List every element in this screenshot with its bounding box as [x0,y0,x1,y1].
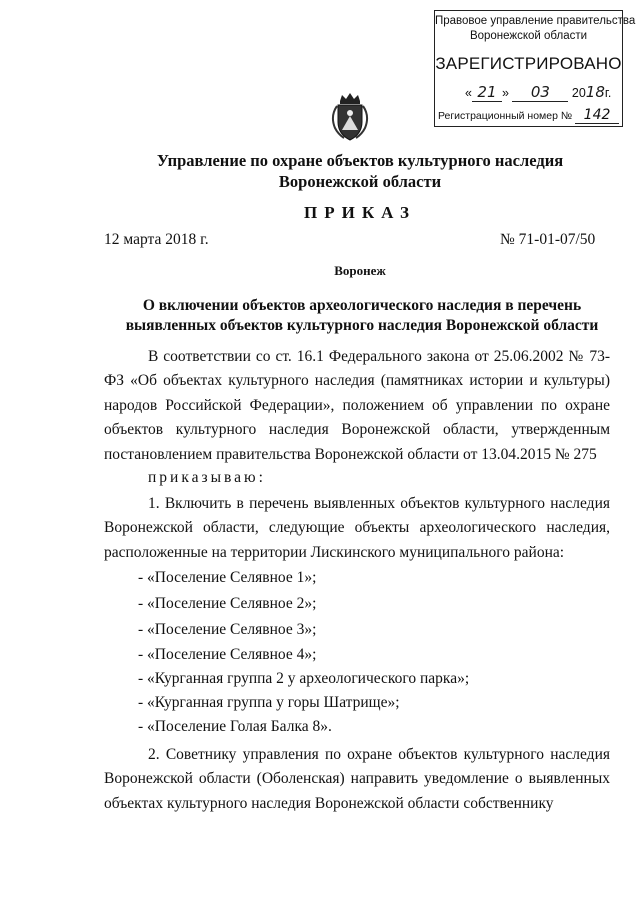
stamp-authority-line1: Правовое управление правительства [435,15,636,27]
stamp-reg-label: Регистрационный номер № [437,110,573,122]
stamp-registration [435,107,622,124]
stamp-year-suffix: 18 [585,83,605,101]
document-date: 12 марта 2018 г. [104,231,209,248]
document-subject [42,296,640,336]
subject-line1: О включении объектов археологического наследия в перечень [142,297,582,314]
list-item: - «Поселение Селявное 1»; [138,569,317,586]
coat-of-arms-icon [328,92,372,142]
subject-line2: выявленных объектов культурного наследия Воронежской области [125,317,599,334]
list-item: - «Курганная группа 2 у археологического парка»; [138,670,470,687]
stamp-year-prefix: 20 [571,86,586,100]
list-item: - «Поселение Селявное 2»; [138,595,317,612]
document-city: Воронеж [334,263,386,278]
stamp-status: ЗАРЕГИСТРИРОВАНО [435,54,622,73]
list-item: - «Поселение Селявное 3»; [138,621,317,638]
registration-stamp [434,10,636,127]
stamp-day: 21 [472,83,502,102]
item-1-text: 1. Включить в перечень выявленных объектов культурного наследия Воронежской области, следующие объекты археологического наследия, расположенные на территории Лискинского муниципального района: [104,495,610,561]
document-number: № 71-01-07/50 [500,231,596,248]
stamp-year-end: г. [604,86,612,100]
organization-line1: Управление по охране объектов культурного наследия [156,151,564,170]
item-1-paragraph [104,492,610,565]
document-type: ПРИКАЗ [304,203,416,222]
list-item: - «Курганная группа у горы Шатрище»; [138,694,400,711]
orders-word: приказываю: [148,469,266,486]
preamble-text: В соответствии со ст. 16.1 Федерального закона от 25.06.2002 № 73-ФЗ «Об объектах культурного наследия (памятниках истории и культуры) народов Российской Федерации», положением об управлении по охране объектов культурного наследия Воронежской области, утвержденным постановлением правительства Воронежской области от 13.04.2015 № 275 [104,348,610,463]
preamble-paragraph [104,345,610,467]
stamp-reg-number: 142 [575,107,619,124]
list-item: - «Поселение Голая Балка 8». [138,718,332,735]
stamp-authority-line2: Воронежской области [469,30,588,42]
list-item: - «Поселение Селявное 4»; [138,646,317,663]
organization-name [40,150,640,192]
organization-line2: Воронежской области [278,172,442,191]
item-2-paragraph [104,743,610,816]
stamp-date: « 21 » 03 2018г. [465,83,612,101]
item-2-text: 2. Советнику управления по охране объектов культурного наследия Воронежской области (Оболенская) направить уведомление о выявленных объектах культурного наследия Воронежской области собственнику [104,746,610,812]
stamp-month: 03 [512,83,568,102]
